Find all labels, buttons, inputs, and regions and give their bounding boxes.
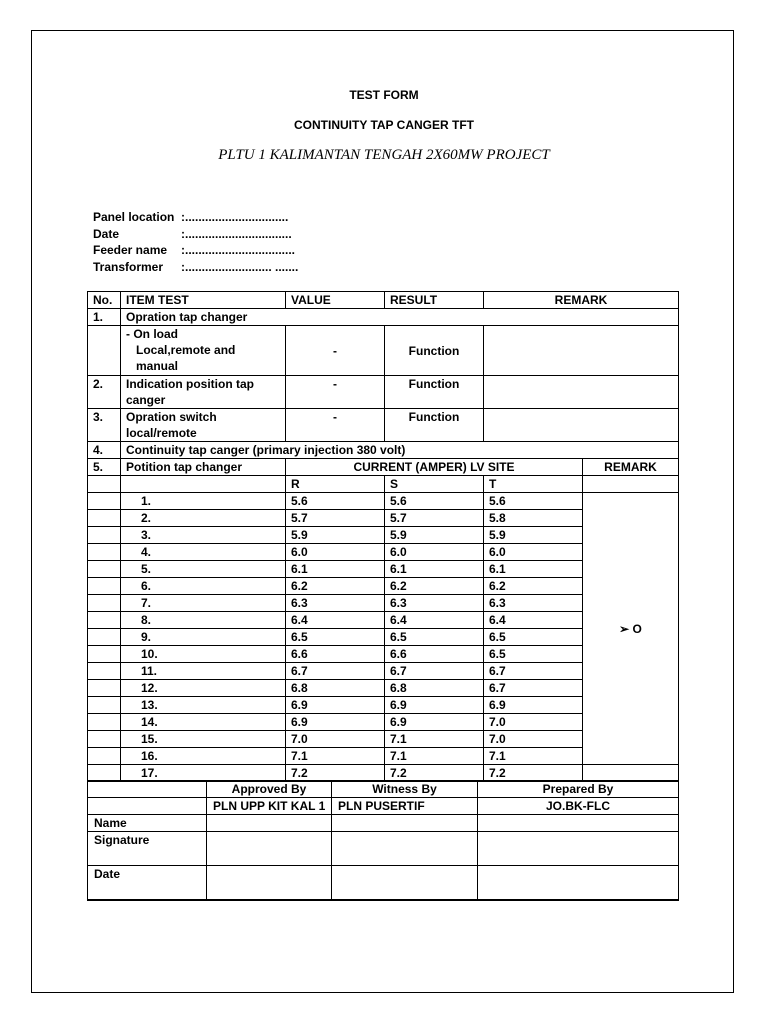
tap-current-t: 6.3 — [484, 595, 583, 612]
signature-org-row — [88, 798, 679, 815]
row-remark — [484, 409, 679, 442]
tap-position: 7. — [121, 595, 286, 612]
header-result: RESULT — [385, 292, 484, 309]
tap-no — [88, 527, 121, 544]
tap-position: 15. — [121, 731, 286, 748]
phase-header-row — [88, 476, 679, 493]
tap-no — [88, 646, 121, 663]
tap-no — [88, 731, 121, 748]
tap-current-s: 7.2 — [385, 765, 484, 782]
tap-current-r: 6.5 — [286, 629, 385, 646]
item-line: Indication position tap — [126, 377, 254, 391]
tap-current-t: 5.6 — [484, 493, 583, 510]
tap-current-r: 6.4 — [286, 612, 385, 629]
current-header: CURRENT (AMPER) LV SITE — [286, 459, 583, 476]
tap-current-s: 6.3 — [385, 595, 484, 612]
remark-cell — [583, 476, 679, 493]
tap-current-s: 6.5 — [385, 629, 484, 646]
remark-header: REMARK — [583, 459, 679, 476]
phase-t-header: T — [484, 476, 583, 493]
prepared-by-org: JO.BK-FLC — [478, 798, 679, 815]
phase-r-header: R — [286, 476, 385, 493]
table-header-row — [88, 292, 679, 309]
item-line: local/remote — [126, 426, 197, 440]
row-no — [88, 326, 121, 376]
row-item — [121, 476, 286, 493]
signature-header-row — [88, 781, 679, 798]
tap-no — [88, 629, 121, 646]
tap-no — [88, 714, 121, 731]
tap-current-t: 7.1 — [484, 748, 583, 765]
tap-current-t: 6.2 — [484, 578, 583, 595]
tap-position: 12. — [121, 680, 286, 697]
row-no: 2. — [88, 376, 121, 409]
tap-position: 11. — [121, 663, 286, 680]
tap-current-r: 6.9 — [286, 714, 385, 731]
tap-current-s: 6.8 — [385, 680, 484, 697]
tap-current-r: 6.6 — [286, 646, 385, 663]
table-row — [88, 376, 679, 409]
signature-field — [332, 866, 478, 900]
tap-current-t: 6.5 — [484, 629, 583, 646]
row-item — [121, 326, 286, 376]
table-row — [88, 326, 679, 376]
tap-current-r: 6.3 — [286, 595, 385, 612]
phase-s-header: S — [385, 476, 484, 493]
row-item: Continuity tap canger (primary injection 380 volt) — [121, 442, 679, 459]
form-subtitle: CONTINUITY TAP CANGER TFT — [294, 118, 474, 132]
signature-row-label: Name — [88, 815, 207, 832]
tap-no — [88, 561, 121, 578]
row-item: Potition tap changer — [121, 459, 286, 476]
signature-field — [332, 815, 478, 832]
row-remark — [484, 376, 679, 409]
witness-by-header: Witness By — [332, 781, 478, 798]
tap-position: 10. — [121, 646, 286, 663]
tap-position: 4. — [121, 544, 286, 561]
signature-name-row — [88, 815, 679, 832]
approved-by-header: Approved By — [207, 781, 332, 798]
tap-current-r: 7.2 — [286, 765, 385, 782]
tap-position: 1. — [121, 493, 286, 510]
tap-current-t: 7.0 — [484, 714, 583, 731]
signature-field — [207, 832, 332, 866]
tap-no — [88, 612, 121, 629]
tap-current-r: 7.1 — [286, 748, 385, 765]
signature-field — [207, 815, 332, 832]
signature-table — [87, 780, 679, 901]
tap-row — [88, 493, 679, 510]
tap-current-s: 6.7 — [385, 663, 484, 680]
header-remark: REMARK — [484, 292, 679, 309]
tap-current-s: 5.6 — [385, 493, 484, 510]
tap-no — [88, 663, 121, 680]
tap-current-r: 7.0 — [286, 731, 385, 748]
signature-corner — [88, 781, 207, 798]
tap-current-t: 5.9 — [484, 527, 583, 544]
tap-current-t: 6.7 — [484, 680, 583, 697]
table-row — [88, 442, 679, 459]
signature-field — [478, 832, 679, 866]
table-row — [88, 409, 679, 442]
item-line: Opration switch — [126, 410, 217, 424]
info-label: Panel location — [93, 210, 175, 224]
signature-corner — [88, 798, 207, 815]
tap-current-t: 6.5 — [484, 646, 583, 663]
tap-no — [88, 697, 121, 714]
tap-rows — [88, 493, 679, 782]
tap-no — [88, 578, 121, 595]
tap-current-s: 5.7 — [385, 510, 484, 527]
row-value: - — [286, 376, 385, 409]
tap-position: 5. — [121, 561, 286, 578]
tap-position: 9. — [121, 629, 286, 646]
tap-current-s: 6.4 — [385, 612, 484, 629]
table-row — [88, 459, 679, 476]
tap-no — [88, 544, 121, 561]
tap-position: 3. — [121, 527, 286, 544]
row-result: Function — [385, 409, 484, 442]
tap-current-t: 7.0 — [484, 731, 583, 748]
tap-current-t: 6.4 — [484, 612, 583, 629]
approved-by-org: PLN UPP KIT KAL 1 — [207, 798, 332, 815]
tap-position: 8. — [121, 612, 286, 629]
tap-current-r: 6.2 — [286, 578, 385, 595]
info-value: :................................. — [181, 243, 296, 257]
tap-current-r: 6.8 — [286, 680, 385, 697]
tap-current-s: 6.6 — [385, 646, 484, 663]
signature-row-label: Date — [88, 866, 207, 900]
signature-field — [478, 815, 679, 832]
info-value: :.......................... ....... — [181, 259, 299, 274]
tap-remark: ➢ O — [583, 493, 679, 765]
row-no: 4. — [88, 442, 121, 459]
tap-current-s: 6.9 — [385, 714, 484, 731]
row-result: Function — [385, 326, 484, 376]
info-label: Date — [93, 226, 120, 241]
tap-position: 2. — [121, 510, 286, 527]
project-title: PLTU 1 KALIMANTAN TENGAH 2X60MW PROJECT — [218, 147, 550, 163]
tap-position: 13. — [121, 697, 286, 714]
item-line: Local,remote and — [136, 343, 236, 357]
tap-current-s: 5.9 — [385, 527, 484, 544]
row-item: Opration tap changer — [121, 309, 679, 326]
tap-current-s: 6.1 — [385, 561, 484, 578]
tap-current-s: 6.9 — [385, 697, 484, 714]
row-item — [121, 376, 286, 409]
row-value: - — [286, 326, 385, 376]
tap-current-r: 6.7 — [286, 663, 385, 680]
tap-current-t: 6.1 — [484, 561, 583, 578]
item-line: manual — [136, 359, 179, 373]
tap-position: 6. — [121, 578, 286, 595]
tap-current-s: 7.1 — [385, 748, 484, 765]
tap-position: 16. — [121, 748, 286, 765]
tap-no — [88, 595, 121, 612]
row-no — [88, 476, 121, 493]
tap-current-r: 6.9 — [286, 697, 385, 714]
signature-date-row — [88, 866, 679, 900]
tap-remark-empty — [583, 765, 679, 782]
tap-current-t: 5.8 — [484, 510, 583, 527]
tap-row — [88, 765, 679, 782]
row-no: 1. — [88, 309, 121, 326]
tap-no — [88, 493, 121, 510]
tap-no — [88, 748, 121, 765]
tap-current-r: 6.1 — [286, 561, 385, 578]
tap-current-r: 5.9 — [286, 527, 385, 544]
item-line: - On load — [126, 327, 178, 341]
table-row — [88, 309, 679, 326]
info-value: :............................... — [181, 210, 289, 224]
witness-by-org: PLN PUSERTIF — [332, 798, 478, 815]
tap-current-t: 6.0 — [484, 544, 583, 561]
header-no: No. — [88, 292, 121, 309]
signature-row-label: Signature — [88, 832, 207, 866]
tap-no — [88, 680, 121, 697]
info-label: Feeder name — [93, 243, 168, 257]
tap-no — [88, 765, 121, 782]
tap-current-t: 7.2 — [484, 765, 583, 782]
tap-current-r: 5.7 — [286, 510, 385, 527]
signature-field — [207, 866, 332, 900]
tap-current-t: 6.7 — [484, 663, 583, 680]
row-value: - — [286, 409, 385, 442]
tap-position: 17. — [121, 765, 286, 782]
item-line: canger — [126, 393, 166, 407]
info-value: :................................ — [181, 226, 292, 241]
tap-position: 14. — [121, 714, 286, 731]
info-label: Transformer — [93, 259, 164, 274]
row-no: 5. — [88, 459, 121, 476]
signature-field — [478, 866, 679, 900]
tap-current-r: 5.6 — [286, 493, 385, 510]
tap-current-s: 6.2 — [385, 578, 484, 595]
row-result: Function — [385, 376, 484, 409]
tap-current-r: 6.0 — [286, 544, 385, 561]
header-value: VALUE — [286, 292, 385, 309]
tap-current-t: 6.9 — [484, 697, 583, 714]
form-title: TEST FORM — [349, 88, 419, 102]
signature-field — [332, 832, 478, 866]
signature-signature-row — [88, 832, 679, 866]
header-item-test: ITEM TEST — [121, 292, 286, 309]
prepared-by-header: Prepared By — [478, 781, 679, 798]
tap-no — [88, 510, 121, 527]
row-item — [121, 409, 286, 442]
tap-current-s: 6.0 — [385, 544, 484, 561]
row-no: 3. — [88, 409, 121, 442]
tap-current-s: 7.1 — [385, 731, 484, 748]
test-table — [87, 291, 679, 782]
row-remark — [484, 326, 679, 376]
